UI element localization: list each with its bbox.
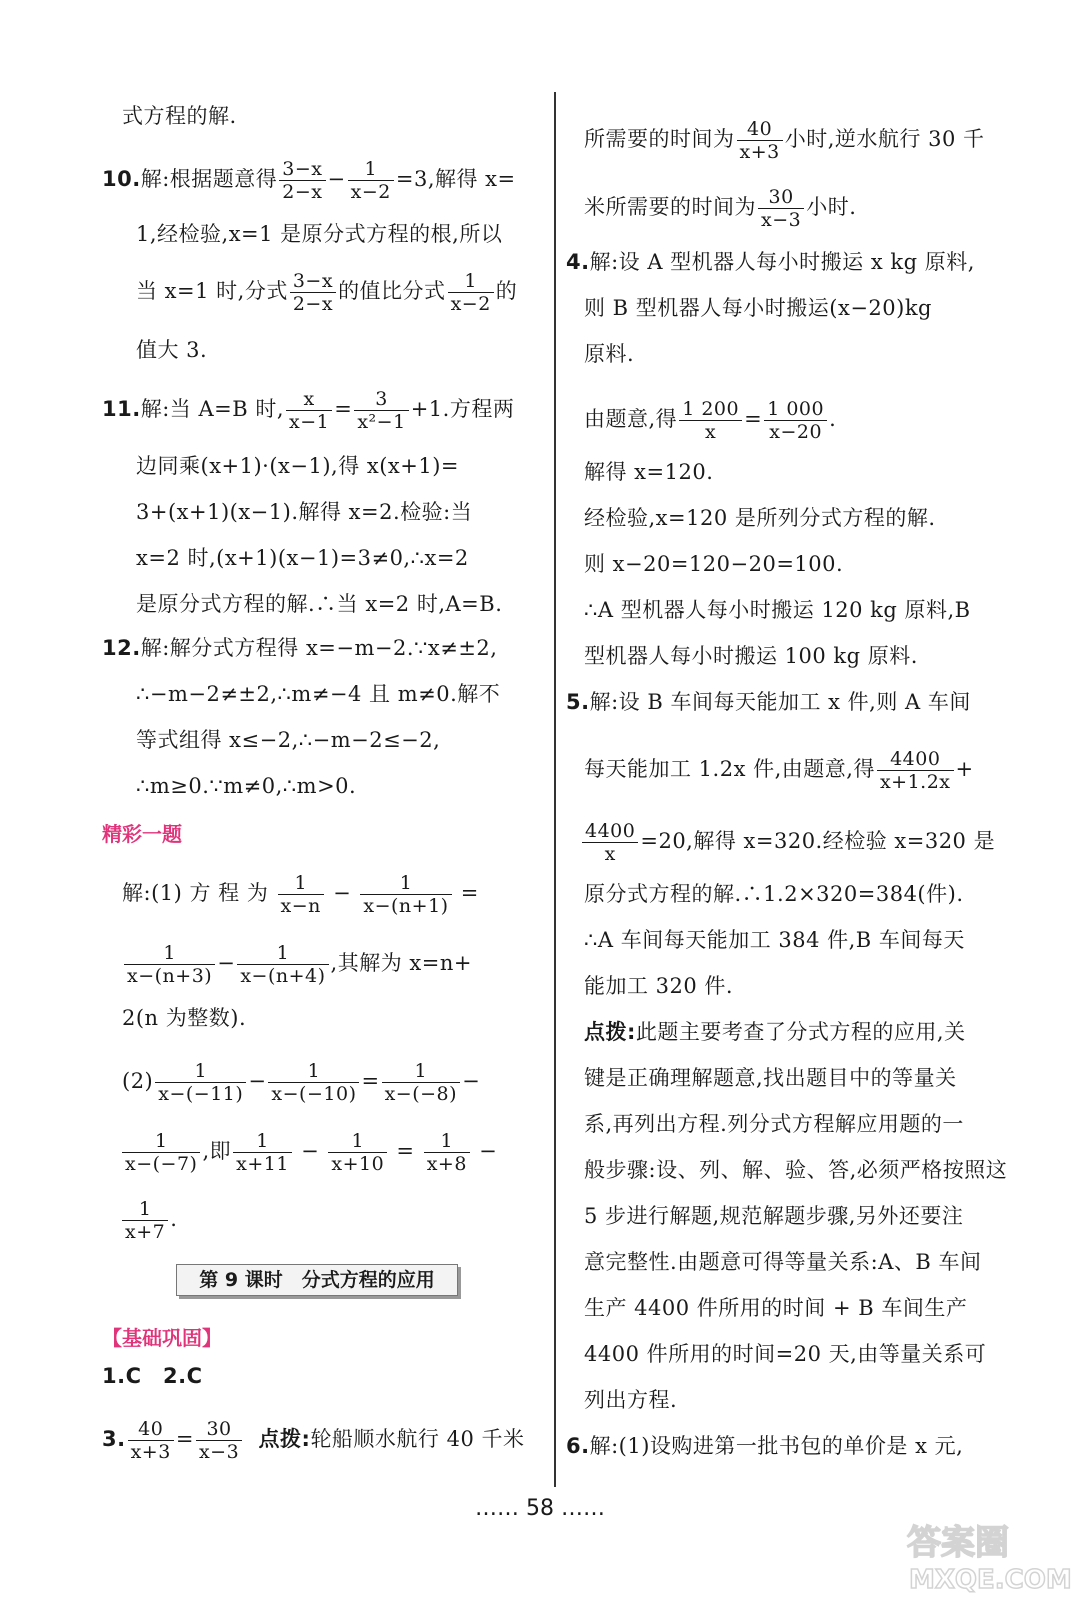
text-line: 意完整性.由题意可得等量关系:A、B 车间 xyxy=(584,1250,982,1274)
text: 小时. xyxy=(806,195,857,219)
text: 解:(1)设购进第一批书包的单价是 x 元, xyxy=(589,1434,964,1458)
denominator: x−(−8) xyxy=(384,1083,458,1105)
text-line: ∴−m−2≠±2,∴m≠−4 且 m≠0.解不 xyxy=(136,682,501,706)
text-line: 2(n 为整数). xyxy=(122,1006,247,1030)
text-line: 原料. xyxy=(584,342,635,366)
text-line: 能加工 320 件. xyxy=(584,974,734,998)
watermark-text-url: MXQE.COM xyxy=(909,1565,1072,1594)
denominator: x+8 xyxy=(426,1153,467,1175)
text: 轮船顺水航行 40 千米 xyxy=(310,1427,525,1451)
numerator: 1 xyxy=(124,942,215,965)
text-line: 键是正确理解题意,找出题目中的等量关 xyxy=(584,1066,957,1090)
denominator: x−(−10) xyxy=(271,1083,357,1105)
fraction xyxy=(268,1060,359,1105)
fraction xyxy=(278,872,324,917)
problem-4-equation: 由题意,得 $\frac{1 200}{x}$ = $\frac{1 000}{x-20}$ . xyxy=(584,398,837,443)
text: 的值比分式 xyxy=(338,279,446,303)
text: 解:解分式方程得 x=−m−2.∵x≠±2, xyxy=(140,636,498,660)
fraction xyxy=(124,942,215,987)
text: (2) xyxy=(122,1069,154,1093)
hint-label: 点拨: xyxy=(584,1020,636,1044)
numerator: 1 xyxy=(360,872,451,895)
numerator: 4400 xyxy=(582,820,638,843)
text-line: 列出方程. xyxy=(584,1388,678,1412)
numerator: 1 xyxy=(278,872,324,895)
denominator: x+1.2x xyxy=(879,771,951,793)
fraction xyxy=(328,1130,387,1175)
problem-number: 5. xyxy=(566,690,590,714)
text-line: 3+(x+1)(x−1).解得 x=2.检验:当 xyxy=(136,500,473,524)
text: 由题意,得 xyxy=(584,407,678,431)
jingcai-line-1: 解:(1) 方 程 为 $\frac{1}{x-n}$ − $\frac{1}{x-(n+1)}$ = xyxy=(122,872,479,917)
page-number: …… 58 …… xyxy=(475,1496,605,1521)
numerator: 1 xyxy=(122,1130,200,1153)
text-line: x=2 时,(x+1)(x−1)=3≠0,∴x=2 xyxy=(136,546,469,570)
text-line: 解得 x=120. xyxy=(584,460,714,484)
column-divider xyxy=(554,92,556,1487)
fraction xyxy=(448,270,494,315)
numerator: 3−x xyxy=(279,158,325,181)
problem-6-line-1 xyxy=(566,1432,963,1460)
text-line: 型机器人每小时搬运 100 kg 原料. xyxy=(584,644,918,668)
numerator: 1 xyxy=(122,1198,168,1221)
text: 解:设 A 型机器人每小时搬运 x kg 原料, xyxy=(589,250,975,274)
denominator: x−1 xyxy=(289,411,330,433)
text: 解:(1) 方 程 为 xyxy=(122,881,269,905)
denominator: x−(n+3) xyxy=(127,965,213,987)
text: 米所需要的时间为 xyxy=(584,195,756,219)
watermark-text-cn: 答案圈 xyxy=(907,1523,1009,1563)
numerator: 30 xyxy=(758,186,804,209)
fraction xyxy=(348,158,394,203)
denominator: x−3 xyxy=(198,1441,240,1463)
text: 当 x=1 时,分式 xyxy=(136,279,288,303)
denominator: x+10 xyxy=(331,1153,385,1175)
text: 解:设 B 车间每天能加工 x 件,则 A 车间 xyxy=(589,690,971,714)
denominator: 2−x xyxy=(282,181,323,203)
left-column xyxy=(102,0,542,1540)
numerator: 3−x xyxy=(290,270,336,293)
fraction xyxy=(122,1198,168,1243)
fraction xyxy=(122,1130,200,1175)
text: 解:当 A=B 时, xyxy=(140,397,284,421)
problem-11-line-1: 11.解:当 A=B 时, $\frac{x}{x-1}$ = $\frac{3}{\text{x²−1}}$ +1.方程两 xyxy=(102,388,515,433)
right-line-2 xyxy=(584,186,856,231)
text-line: 值大 3. xyxy=(136,338,208,362)
hint-line-1 xyxy=(584,1018,966,1046)
numerator: 1 xyxy=(268,1060,359,1083)
fraction xyxy=(360,872,451,917)
text: +1.方程两 xyxy=(410,397,515,421)
text-line: 5 步进行解题,规范解题步骤,另外还要注 xyxy=(584,1204,964,1228)
text-line: 原分式方程的解.∴1.2×320=384(件). xyxy=(584,882,964,906)
denominator: x−(n+4) xyxy=(240,965,326,987)
text: ,即 xyxy=(202,1139,232,1163)
numerator: 1 200 xyxy=(679,398,742,421)
denominator: x−3 xyxy=(761,209,802,231)
numerator: 1 xyxy=(155,1060,246,1083)
lesson-title: 第 9 课时 分式方程的应用 xyxy=(176,1264,458,1296)
fraction xyxy=(128,1418,174,1463)
fraction xyxy=(279,158,325,203)
problem-number: 10. xyxy=(102,167,141,191)
problem-5-line-2 xyxy=(584,748,974,793)
fraction xyxy=(424,1130,470,1175)
text-line: ∴A 车间每天能加工 384 件,B 车间每天 xyxy=(584,928,965,952)
problem-10-line-1: 10.解:根据题意得 $\frac{3-x}{2-x}$ − $\frac{1}{x-2}$ =3,解得 x= xyxy=(102,158,516,203)
text-line: ∴m≥0.∵m≠0,∴m>0. xyxy=(136,774,357,798)
fraction xyxy=(764,398,827,443)
numerator: x xyxy=(286,388,332,411)
text-line: ∴A 型机器人每小时搬运 120 kg 原料,B xyxy=(584,598,971,622)
denominator: x+3 xyxy=(130,1441,171,1463)
denominator: x−(−11) xyxy=(158,1083,244,1105)
section-heading-jingcai: 精彩一题 xyxy=(102,822,182,846)
hint-label: 点拨: xyxy=(258,1427,311,1451)
fraction xyxy=(737,118,783,163)
text: =20,解得 x=320.经检验 x=320 是 xyxy=(640,829,996,853)
numerator: 1 xyxy=(237,942,328,965)
text-line: 经检验,x=120 是所列分式方程的解. xyxy=(584,506,936,530)
fraction xyxy=(237,942,328,987)
denominator: x−(n+1) xyxy=(363,895,449,917)
numerator: 1 xyxy=(382,1060,460,1083)
numerator: 40 xyxy=(128,1418,174,1441)
numerator: 3 xyxy=(354,388,408,411)
problem-10-line-3 xyxy=(136,270,517,315)
answers-1-2: 1.C 2.C xyxy=(102,1364,203,1388)
text-line: 1,经检验,x=1 是原分式方程的根,所以 xyxy=(136,222,503,246)
denominator: x−(−7) xyxy=(125,1153,198,1175)
numerator: 1 000 xyxy=(764,398,827,421)
problem-3-line: 3. $\frac{40}{x+3}$ = $\frac{30}{x-3}$ 点拨:轮船顺水航行 40 千米 xyxy=(102,1418,525,1463)
numerator: 1 xyxy=(348,158,394,181)
fraction xyxy=(155,1060,246,1105)
denominator: 2−x xyxy=(292,293,334,315)
section-heading-jichu: 【基础巩固】 xyxy=(102,1326,222,1350)
right-column xyxy=(566,0,1008,1540)
numerator: 30 xyxy=(196,1418,242,1441)
numerator: 4400 xyxy=(877,748,954,771)
fraction xyxy=(233,1130,292,1175)
numerator: 1 xyxy=(328,1130,387,1153)
text-line: 般步骤:设、列、解、验、答,必须严格按照这 xyxy=(584,1158,1008,1182)
text: 所需要的时间为 xyxy=(584,127,735,151)
numerator: 40 xyxy=(737,118,783,141)
jingcai-line-5: $\frac{1}{x-(-7)}$ ,即 $\frac{1}{x+11}$ − $\frac{1}{x+10}$ = $\frac{1}{x+8}$ − xyxy=(120,1130,497,1175)
text-line: 式方程的解. xyxy=(122,104,237,128)
jingcai-line-2: $\frac{1}{x-(n+3)}$ − $\frac{1}{x-(n+4)}$ ,其解为 x=n+ xyxy=(122,942,472,987)
numerator: 1 xyxy=(233,1130,292,1153)
problem-number: 11. xyxy=(102,397,141,421)
fraction xyxy=(758,186,804,231)
jingcai-line-4: (2) $\frac{1}{x-(-11)}$ − $\frac{1}{x-(-10)}$ = $\frac{1}{x-(-8)}$ − xyxy=(122,1060,481,1105)
denominator: x xyxy=(705,421,717,443)
denominator: x−n xyxy=(280,895,321,917)
fraction xyxy=(679,398,742,443)
denominator: x²−1 xyxy=(357,411,406,433)
text: ,其解为 x=n+ xyxy=(330,951,472,975)
text: 解:根据题意得 xyxy=(140,167,278,191)
text-line: 是原分式方程的解.∴当 x=2 时,A=B. xyxy=(136,592,503,616)
denominator: x xyxy=(604,843,616,865)
text: 此题主要考查了分式方程的应用,关 xyxy=(635,1020,966,1044)
fraction xyxy=(382,1060,460,1105)
fraction xyxy=(582,820,638,865)
fraction xyxy=(877,748,954,793)
problem-number: 3. xyxy=(102,1427,126,1451)
text-line: 则 x−20=120−20=100. xyxy=(584,552,844,576)
problem-number: 4. xyxy=(566,250,590,274)
fraction xyxy=(290,270,336,315)
problem-5-line-1 xyxy=(566,688,971,716)
text: 每天能加工 1.2x 件,由题意,得 xyxy=(584,757,875,781)
jingcai-line-6: $\frac{1}{x+7}$ . xyxy=(120,1198,177,1243)
text-line: 等式组得 x≤−2,∴−m−2≤−2, xyxy=(136,728,441,752)
denominator: x+3 xyxy=(739,141,780,163)
text: 小时,逆水航行 30 千 xyxy=(784,127,985,151)
text-line: 边同乘(x+1)·(x−1),得 x(x+1)= xyxy=(136,454,460,478)
watermark-logo xyxy=(899,1512,1074,1594)
problem-12-line-1 xyxy=(102,634,497,662)
problem-5-line-3 xyxy=(580,820,995,865)
text: 的 xyxy=(495,279,518,303)
denominator: x−20 xyxy=(769,421,823,443)
fraction xyxy=(196,1418,242,1463)
denominator: x−2 xyxy=(350,181,391,203)
denominator: x+11 xyxy=(236,1153,289,1175)
text: =3,解得 x= xyxy=(395,167,516,191)
fraction xyxy=(286,388,332,433)
fraction xyxy=(354,388,408,433)
denominator: x+7 xyxy=(125,1221,166,1243)
text-line: 生产 4400 件所用的时间 + B 车间生产 xyxy=(584,1296,968,1320)
problem-number: 6. xyxy=(566,1434,590,1458)
right-line-1 xyxy=(584,118,984,163)
problem-4-line-1 xyxy=(566,248,975,276)
numerator: 1 xyxy=(424,1130,470,1153)
text-line: 4400 件所用的时间=20 天,由等量关系可 xyxy=(584,1342,987,1366)
text-line: 系,再列出方程.列分式方程解应用题的一 xyxy=(584,1112,964,1136)
numerator: 1 xyxy=(448,270,494,293)
text: + xyxy=(955,757,974,781)
problem-number: 12. xyxy=(102,636,141,660)
denominator: x−2 xyxy=(450,293,491,315)
text-line: 则 B 型机器人每小时搬运(x−20)kg xyxy=(584,296,932,320)
text: . xyxy=(829,407,837,431)
